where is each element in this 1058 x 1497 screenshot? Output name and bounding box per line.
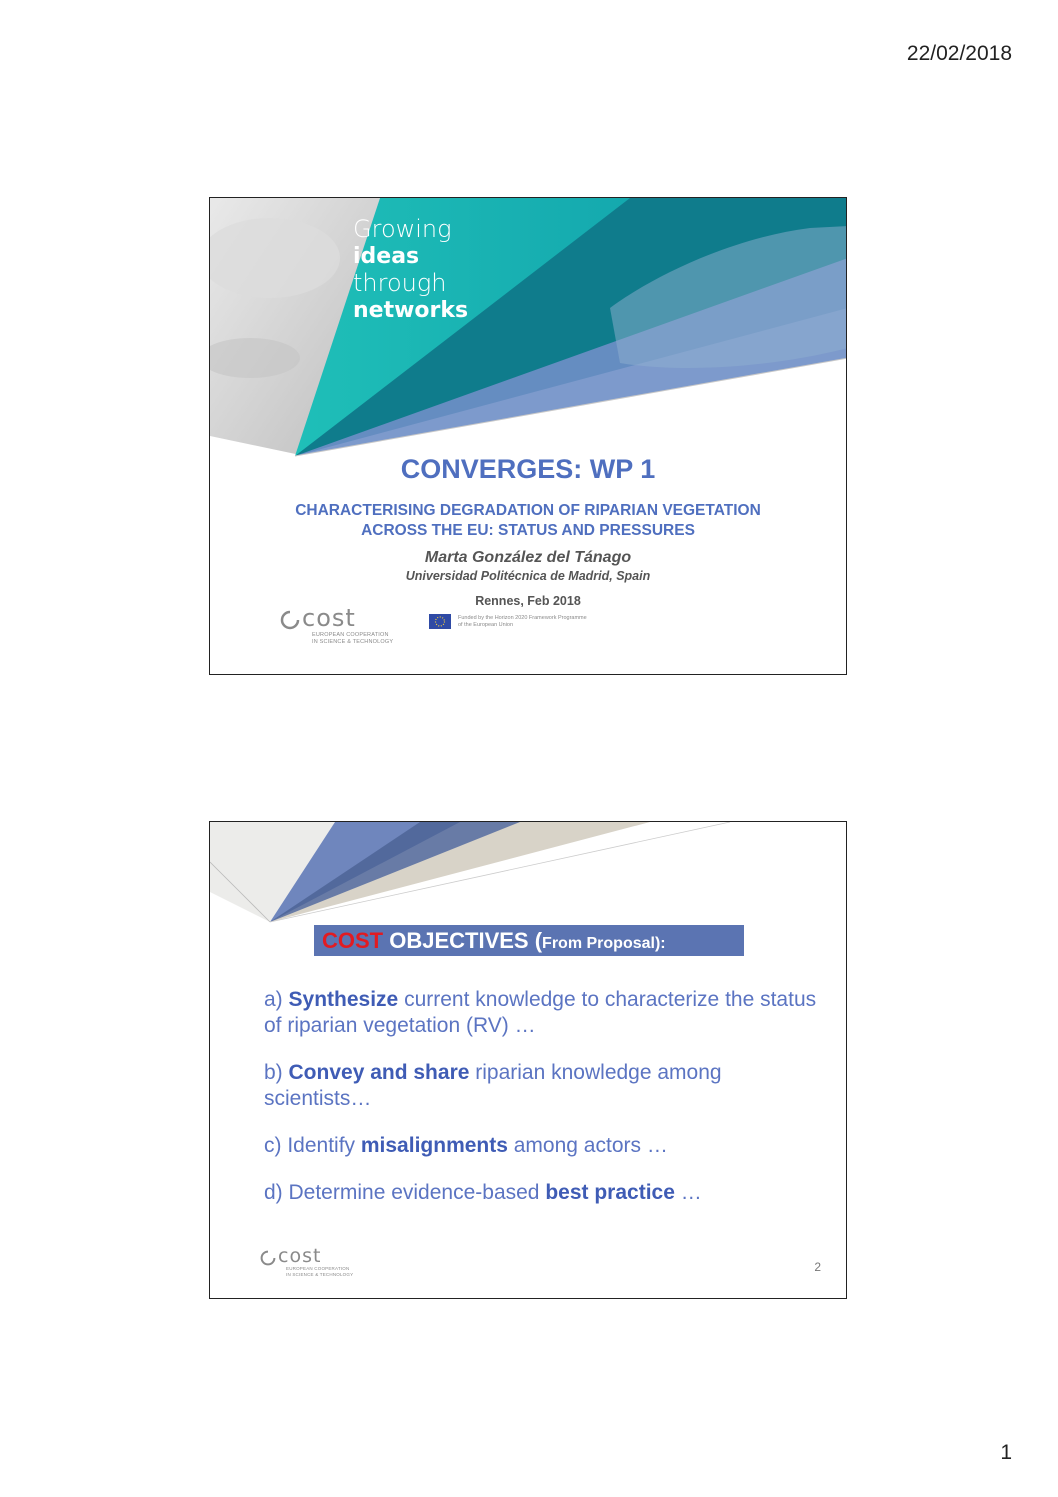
objectives-banner: [314, 925, 744, 956]
objective-b: b) Convey and share riparian knowledge among scientists…: [264, 1061, 722, 1110]
subtitle-line-1: CHARACTERISING DEGRADATION OF RIPARIAN VEGETATION: [295, 502, 761, 519]
eu-flag-icon: [429, 614, 451, 629]
eu-funding-line-1: Funded by the Horizon 2020 Framework Programme: [458, 615, 587, 621]
slide-2: [209, 821, 847, 1299]
from-proposal-text: From Proposal):: [542, 935, 666, 952]
cost-caption-line-1: EUROPEAN COOPERATION: [312, 632, 389, 638]
cost-logo-word: cost: [302, 604, 356, 632]
cost-logo-word: cost: [278, 1245, 322, 1267]
cost-logo-caption: [286, 1266, 353, 1278]
eu-funding-line-2: of the European Union: [458, 622, 514, 628]
tagline-line-2: ideas: [353, 244, 420, 269]
subtitle-line-2: ACROSS THE EU: STATUS AND PRESSURES: [361, 522, 695, 539]
page-number: 1: [1000, 1441, 1012, 1464]
cost-logo: [280, 606, 410, 650]
cost-logo-caption: [312, 632, 393, 646]
cost-ring-icon: [260, 1250, 276, 1266]
growing-ideas-tagline: [353, 216, 468, 324]
objectives-word: OBJECTIVES (: [383, 928, 543, 953]
objective-a: a) Synthesize current knowledge to characterize the status of riparian vegetation (RV) …: [264, 988, 817, 1037]
cost-caption-line-2: IN SCIENCE & TECHNOLOGY: [286, 1272, 354, 1277]
objective-c: c) Identify misalignments among actors …: [264, 1134, 668, 1157]
header-date: 22/02/2018: [906, 42, 1012, 65]
tagline-line-1: Growing: [353, 215, 452, 243]
objective-d: d) Determine evidence-based best practice …: [264, 1181, 702, 1204]
author-affiliation: Universidad Politécnica de Madrid, Spain: [405, 569, 651, 583]
slide-number: 2: [814, 1260, 821, 1274]
cost-word-red: COST: [322, 928, 384, 953]
cost-ring-icon: [280, 610, 300, 630]
objectives-list: [264, 987, 824, 1227]
slide-1-title: CONVERGES: WP 1: [400, 454, 656, 484]
tagline-line-4: networks: [353, 298, 469, 323]
cost-caption-line-1: EUROPEAN COOPERATION: [286, 1266, 350, 1271]
slide-1-subtitle: [240, 501, 816, 541]
place-date: Rennes, Feb 2018: [475, 594, 581, 608]
slide-1: [209, 197, 847, 675]
eu-funding-text: [458, 615, 628, 629]
cost-logo-small: [260, 1245, 360, 1280]
cost-caption-line-2: IN SCIENCE & TECHNOLOGY: [312, 639, 394, 645]
tagline-line-3: through: [353, 269, 447, 297]
author-name: Marta González del Tánago: [424, 549, 632, 566]
